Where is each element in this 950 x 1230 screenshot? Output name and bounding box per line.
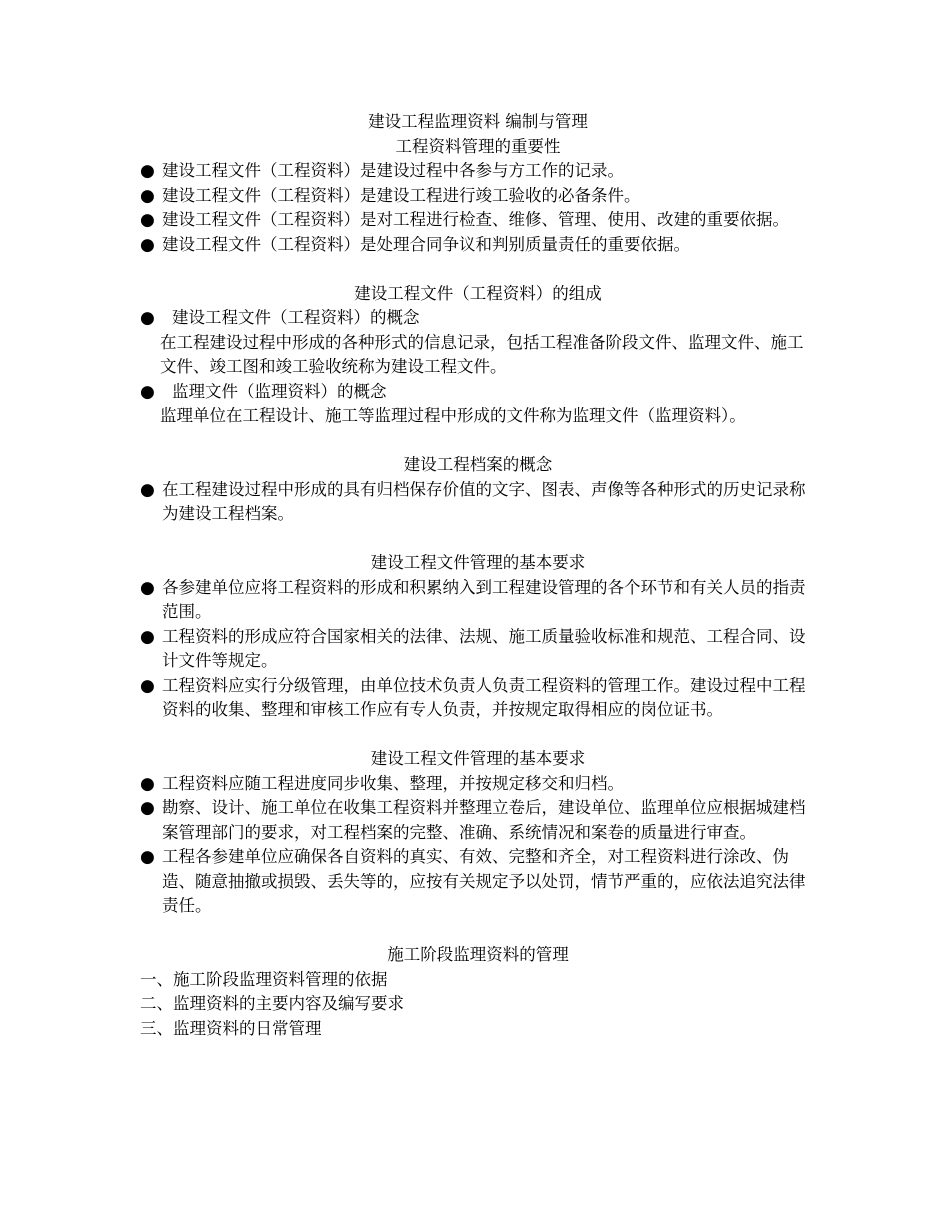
bullet-icon: ●	[140, 798, 155, 818]
section-heading-archive: 建设工程档案的概念	[403, 455, 553, 474]
bullet-icon: ●	[140, 479, 155, 500]
document-page	[140, 110, 816, 1041]
bullet-icon: ●	[140, 210, 155, 230]
bullet-icon: ●	[140, 773, 155, 794]
bullet-icon: ●	[140, 847, 155, 867]
list-item: ● 建设工程文件（工程资料）是处理合同争议和判别质量责任的重要依据。	[140, 233, 816, 258]
bullet-icon: ●	[140, 626, 155, 647]
list-item: ● 工程资料应随工程进度同步收集、整理，并按规定移交和归档。	[140, 772, 816, 797]
list-item: 二、监理资料的主要内容及编写要求	[140, 994, 404, 1013]
list-item: ● 工程资料应实行分级管理，由单位技术负责人负责工程资料的管理工作。建设过程中工程资料的收集、整理和审核工作应有专人负责，并按规定取得相应的岗位证书。	[140, 675, 806, 719]
list-item: ● 工程各参建单位应确保各自资料的真实、有效、完整和齐全，对工程资料进行涂改、伪造、随意抽撤或损毁、丢失等的，应按有关规定予以处罚，情节严重的，应依法追究法律责任。	[140, 847, 806, 915]
section-heading-importance: 工程资料管理的重要性	[395, 136, 561, 156]
list-item: ● 建设工程文件（工程资料）是对工程进行检查、维修、管理、使用、改建的重要依据。	[140, 208, 816, 233]
bullet-icon: ●	[140, 675, 155, 696]
bullet-icon: ●	[140, 577, 155, 598]
list-item: 一、施工阶段监理资料管理的依据	[140, 969, 388, 989]
section-heading-requirements-2: 建设工程文件管理的基本要求	[370, 749, 586, 768]
section-heading-requirements: 建设工程文件管理的基本要求	[370, 553, 586, 572]
list-item: ● 各参建单位应将工程资料的形成和积累纳入到工程建设管理的各个环节和有关人员的指责范围。	[140, 577, 806, 621]
paragraph: 在工程建设过程中形成的各种形式的信息记录，包括工程准备阶段文件、监理文件、施工文件、竣工图和竣工验收统称为建设工程文件。	[160, 332, 804, 376]
bullet-icon: ●	[140, 234, 155, 255]
list-item: ● 在工程建设过程中形成的具有归档保存价值的文字、图表、声像等各种形式的历史记录称为建设工程档案。	[140, 479, 806, 523]
list-item: ● 监理文件（监理资料）的概念	[140, 380, 816, 405]
paragraph: 监理单位在工程设计、施工等监理过程中形成的文件称为监理文件（监理资料）。	[160, 406, 746, 425]
list-item: ● 工程资料的形成应符合国家相关的法律、法规、施工质量验收标准和规范、工程合同、设计文件等规定。	[140, 626, 806, 670]
section-heading-composition: 建设工程文件（工程资料）的组成	[354, 283, 602, 303]
list-item: ● 建设工程文件（工程资料）是建设过程中各参与方工作的记录。	[140, 159, 816, 184]
list-item: ● 勘察、设计、施工单位在收集工程资料并整理立卷后，建设单位、监理单位应根据城建档案管理部门的要求，对工程档案的完整、准确、系统情况和案卷的质量进行审查。	[140, 798, 806, 842]
bullet-icon: ●	[140, 308, 155, 328]
document-title: 建设工程监理资料 编制与管理	[368, 112, 588, 131]
list-item: 三、监理资料的日常管理	[140, 1018, 322, 1038]
bullet-icon: ●	[140, 161, 155, 181]
bullet-icon: ●	[140, 381, 155, 402]
bullet-icon: ●	[140, 185, 155, 206]
list-item: ● 建设工程文件（工程资料）是建设工程进行竣工验收的必备条件。	[140, 184, 816, 209]
section-heading-construction-stage: 施工阶段监理资料的管理	[387, 945, 569, 964]
list-item: ● 建设工程文件（工程资料）的概念	[140, 306, 816, 331]
